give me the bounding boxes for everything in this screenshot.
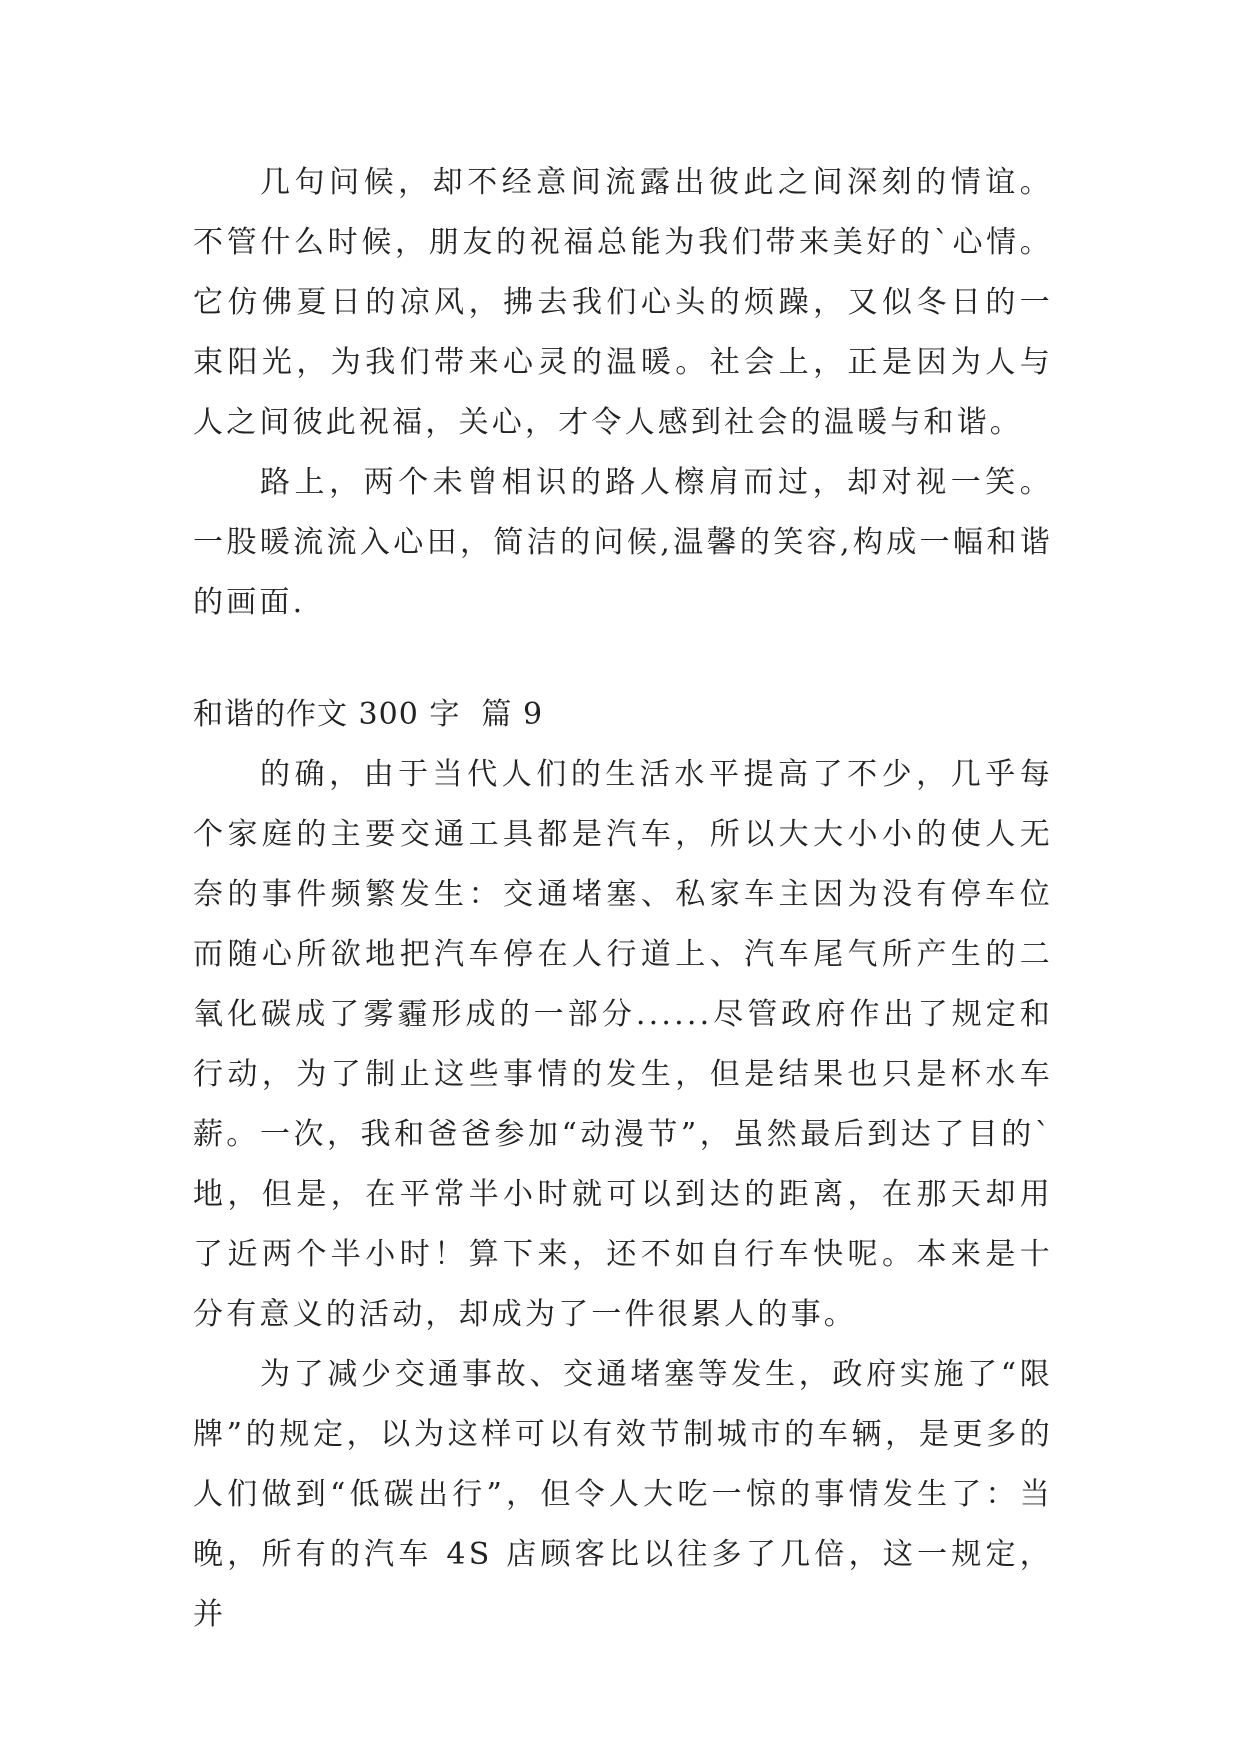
section-heading: 和谐的作文 300 字 篇 9 xyxy=(193,697,544,732)
paragraph: 的确，由于当代人们的生活水平提高了不少，几乎每个家庭的主要交通工具都是汽车，所以大大小小的使人无奈的事件频繁发生：交通堵塞、私家车主因为没有停车位而随心所欲地把汽车停在人行道上、汽车尾气所产生的二氧化碳成了雾霾形成的一部分......尽管政府作出了规定和行动，为了制止这些事情的发生，但是结果也只是杯水车薪。 xyxy=(193,757,1053,1152)
paragraph: 路上，两个未曾相识的路人檫肩而过，却对视一笑。一股暖流流入心田，简洁的问候,温馨的笑容,构成一幅和谐的画面. xyxy=(193,465,1053,620)
paragraph: 为了减少交通事故、交通堵塞等发生，政府实施了“限牌”的规定，以为这样可以有效节制城市的车辆，是更多的人们做到“低碳出行”，但令人大吃一惊的事情发生了：当晚，所有的汽车 4S 店顾客比以往多了几倍，这一规定，并 xyxy=(193,1357,1053,1632)
document-page xyxy=(193,0,1053,1754)
paragraph: 几句问候，却不经意间流露出彼此之间深刻的情谊。不管什么时候，朋友的祝福总能为我们带来美好的`心情。它仿佛夏日的凉风，拂去我们心头的烦躁，又似冬日的一束阳光，为我们带来心灵的温暖。社会上，正是因为人与人之间彼此祝福，关心，才令人感到社会的温暖与和谐。 xyxy=(193,165,1053,440)
paragraph: 一次，我和爸爸参加“动漫节”，虽然最后到达了目的`地，但是，在平常半小时就可以到达的距离，在那天却用了近两个半小时！算下来，还不如自行车快呢。本来是十分有意义的活动，却成为了一件很累人的事。 xyxy=(193,1117,1053,1332)
